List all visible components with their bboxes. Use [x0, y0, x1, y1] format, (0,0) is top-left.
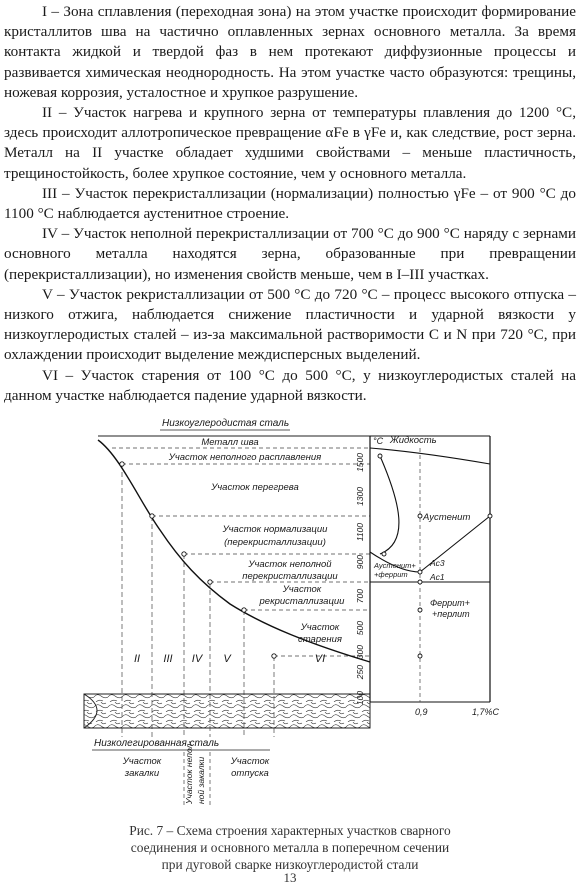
page-number: 13	[283, 870, 297, 885]
numeral-4: IV	[191, 653, 203, 665]
caption-line-2: соединения и основного металла в поперечном сечении	[130, 840, 450, 855]
carbon-tick-09: 0,9	[415, 707, 428, 717]
phase-austenite: Аустенит	[423, 512, 471, 523]
phase-liquid: Жидкость	[390, 435, 437, 446]
temperature-ticks	[355, 453, 365, 705]
zone-recryst-1: Участок	[282, 584, 322, 595]
figure-weld-structure	[80, 412, 580, 832]
phase-aust-ferr-1: Аустенит+	[374, 561, 416, 570]
zone-partial-recryst-2: перекристаллизации	[242, 571, 338, 582]
tick-1100: 1100	[355, 523, 365, 542]
zone-normalization-2: (перекристаллизации)	[224, 537, 326, 548]
paragraph-zone-4: IV – Участок неполной перекристаллизации от 700 °С до 900 °С наряду с зернами основного металла находятся зерна, образованные при превращении (перекристаллизации), но изменения свойств меньше, чем в I–III участках.	[4, 225, 576, 283]
tick-1500: 1500	[355, 453, 365, 472]
tick-100: 100	[355, 691, 365, 706]
bottom-zone-quench-2: закалки	[124, 768, 160, 779]
phase-diagram	[370, 435, 500, 717]
caption-line-1: Рис. 7 – Схема строения характерных участков сварного	[129, 823, 451, 838]
paragraph-zone-1: I – Зона сплавления (переходная зона) на этом участке происходит формирование кристаллитов шва на частично оплавленных зернах основного металла. За время контакта жидкой и твердой фаз в нем протекают диффузионные процессы и развивается химическая неоднородность. На этом участке часто образуются: трещины, ножевая коррозия, усталостное и хрупкое разрушение.	[4, 3, 576, 101]
tick-900: 900	[355, 555, 365, 570]
temperature-unit: °С	[373, 436, 384, 446]
phase-points	[378, 454, 492, 658]
paragraph-zone-3: III – Участок перекристаллизации (нормализации) полностью γFe – от 900 °С до 1100 °С наблюдается аустенитное строение.	[4, 184, 576, 223]
paragraph-zone-6: VI – Участок старения от 100 °С до 500 °С, у низкоуглеродистых сталей на данном участке наблюдается падение ударной вязкости.	[4, 366, 576, 404]
zone-overheating: Участок перегрева	[211, 482, 299, 493]
numeral-2: II	[133, 653, 141, 665]
zone-normalization-1: Участок нормализации	[222, 524, 328, 535]
bottom-zone-tempering-2: отпуска	[231, 768, 269, 779]
grain-strip	[84, 694, 370, 728]
phase-ac1: Ac1	[430, 572, 445, 582]
zone-weld-metal: Металл шва	[201, 437, 259, 448]
bottom-zone-quench-1: Участок	[122, 756, 162, 767]
zone-partial-melting: Участок неполного расплавления	[168, 452, 322, 463]
body-text	[4, 2, 576, 406]
bottom-label: Низколегированная сталь	[94, 738, 220, 749]
phase-ac3: Ac3	[430, 558, 445, 568]
bottom-zone-tempering-1: Участок	[230, 756, 270, 767]
numeral-6: VI	[314, 653, 326, 665]
liquidus-line	[370, 448, 490, 464]
paragraph-zone-5: V – Участок рекристаллизации от 500 °С до 720 °С – процесс высокого отпуска – низкого отжига, наблюдается снижение пластичности и ударной вязкости у низкоуглеродистых сталей – из-за максимальной растворимости С и N при 720 °С, при охлаждении происходит выделение междисперсных выделений.	[4, 285, 576, 364]
weld-diagram	[80, 412, 580, 832]
zone-partial-recryst-1: Участок неполной	[248, 559, 332, 570]
top-label: Низкоуглеродистая сталь	[162, 418, 290, 429]
bottom-zone-partial-quench-1: Участок непол-	[184, 740, 194, 804]
numeral-3: III	[163, 653, 173, 665]
bottom-zone-partial-quench-2: ной закалки	[196, 756, 206, 804]
tick-300: 300	[355, 645, 365, 660]
zone-aging-1: Участок	[300, 622, 340, 633]
solidus-line	[380, 456, 399, 554]
phase-aust-ferr-2: +феррит	[374, 570, 408, 579]
figure-caption	[0, 822, 580, 873]
phase-ferr-perl-2: +перлит	[432, 609, 470, 619]
tick-250: 250	[355, 665, 365, 680]
tick-700: 700	[355, 589, 365, 604]
tick-1300: 1300	[355, 487, 365, 506]
caption-line-3: при дуговой сварке низкоуглеродистой стали	[161, 857, 419, 872]
zone-recryst-2: рекристаллизации	[259, 596, 345, 607]
tick-500: 500	[355, 621, 365, 636]
zone-aging-2: старения	[298, 634, 342, 645]
paragraph-zone-2: II – Участок нагрева и крупного зерна от температуры плавления до 1200 °С, здесь происходит аллотропическое превращение αFe в γFe и, как следствие, рост зерна. Металл на II участке обладает худшими свойствами – меньше пластичность, трещиностойкость, более хрупкое состояние, чем у основного металла.	[4, 104, 576, 182]
phase-ferr-perl-1: Феррит+	[430, 598, 470, 608]
zone-numerals	[134, 653, 325, 665]
numeral-5: V	[223, 653, 231, 665]
carbon-tick-17: 1,7%С	[472, 707, 500, 717]
